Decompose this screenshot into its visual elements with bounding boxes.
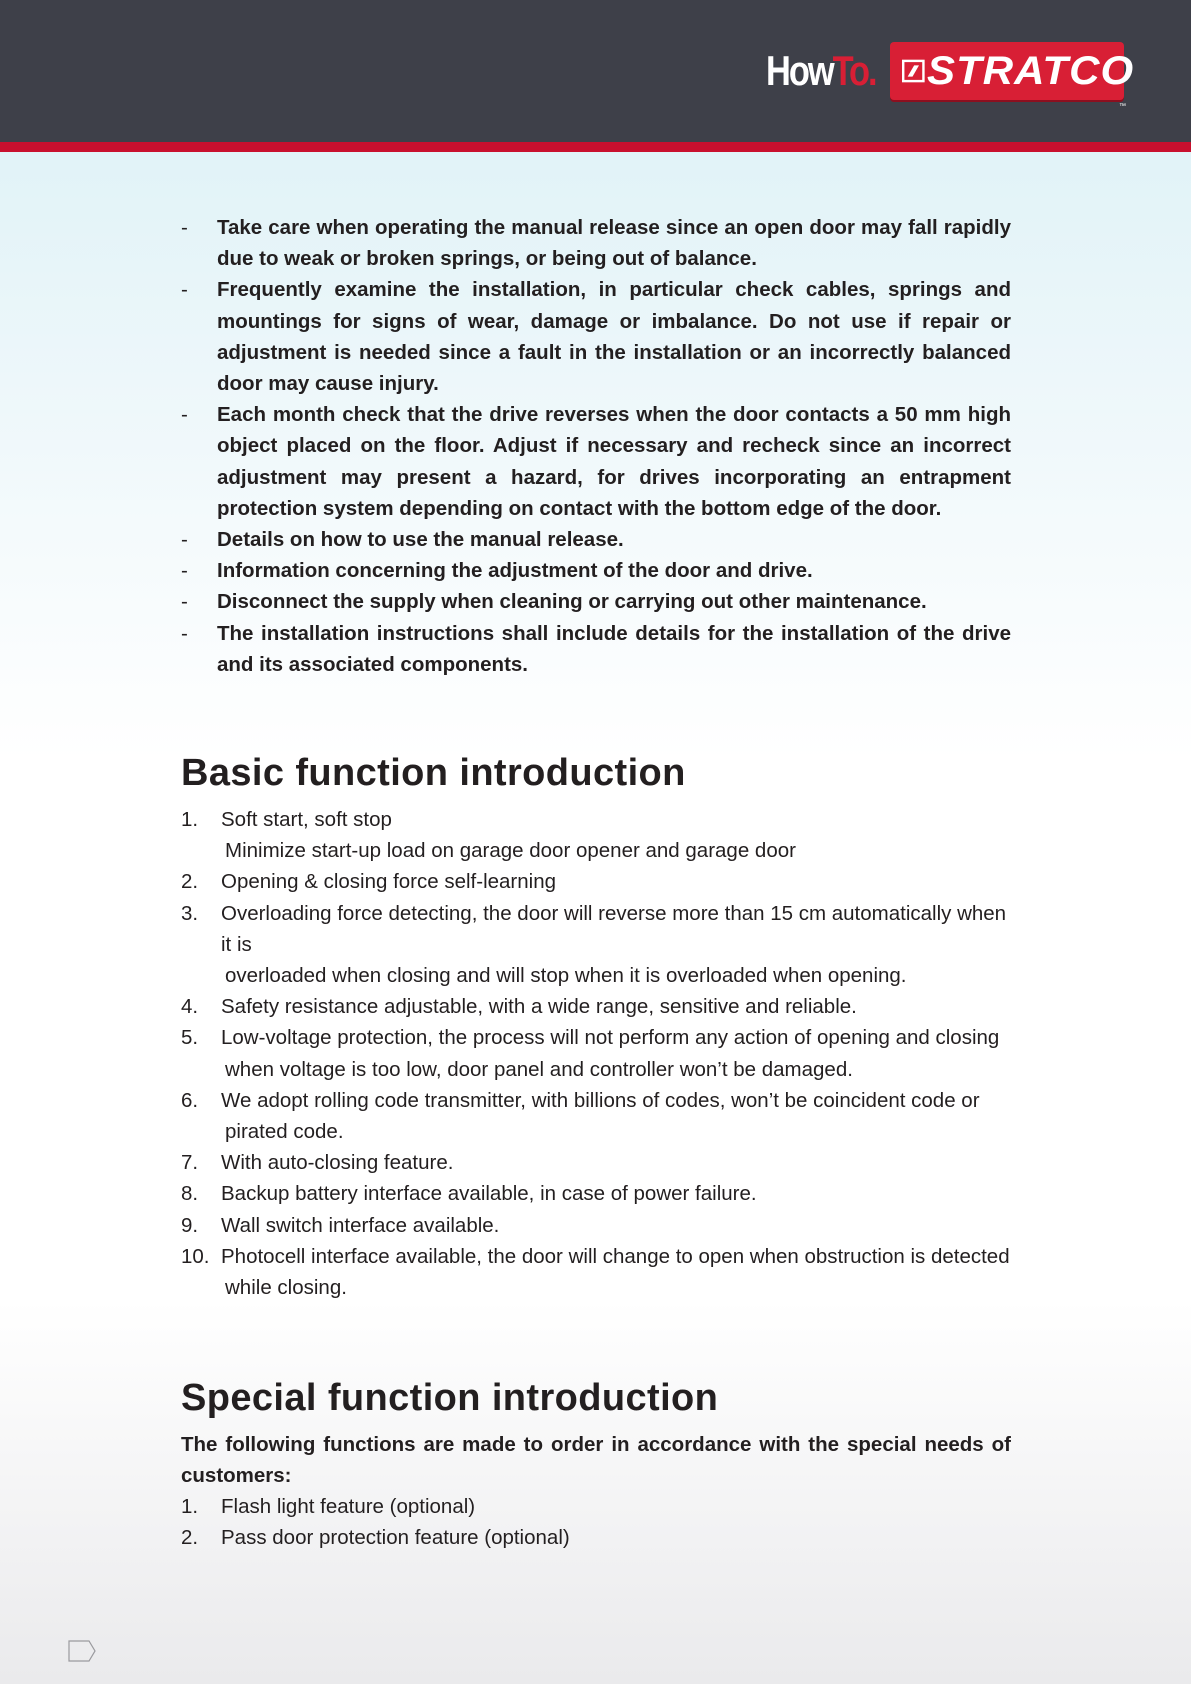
list-item-text: Flash light feature (optional) <box>221 1495 476 1518</box>
list-item-text: Photocell interface available, the door will change to open when obstruction is detected <box>221 1244 1010 1268</box>
list-item-subtext: pirated code. <box>225 1120 344 1144</box>
list-item <box>181 1241 1011 1303</box>
special-function-list <box>181 1491 1011 1553</box>
list-item-text: Wall switch interface available. <box>221 1213 500 1237</box>
item-number: 5. <box>181 1026 199 1050</box>
list-item <box>181 274 1011 399</box>
basic-function-list <box>181 804 1011 1303</box>
list-item-subtext: overloaded when closing and will stop when it is overloaded when opening. <box>225 964 907 988</box>
page-tab-icon <box>68 1640 96 1662</box>
list-item <box>181 1210 1011 1241</box>
list-marker: - <box>181 559 188 583</box>
list-item-text: Information concerning the adjustment of the door and drive. <box>217 559 813 583</box>
header-bar <box>0 0 1191 142</box>
list-item <box>181 866 1011 897</box>
list-item-text: Backup battery interface available, in case of power failure. <box>221 1182 757 1206</box>
item-number: 8. <box>181 1182 199 1206</box>
stratco-mark-icon <box>902 57 925 85</box>
list-item-text: Low-voltage protection, the process will not perform any action of opening and closing <box>221 1026 1000 1050</box>
list-marker: - <box>181 621 188 645</box>
list-item <box>181 804 1011 866</box>
list-item-text: Frequently examine the installation, in particular check cables, springs and mountings for signs of wear, damage or imbalance. Do not use if repair or adjustment is needed since a fault in the installation or an incorrectly balanced door may cause injury. <box>217 278 1011 396</box>
howto-wordmark <box>767 42 876 100</box>
warnings-list <box>181 212 1011 680</box>
item-number: 6. <box>181 1088 199 1112</box>
item-number: 1. <box>181 1495 199 1518</box>
list-item <box>181 898 1011 992</box>
list-item-subtext: Minimize start-up load on garage door opener and garage door <box>225 839 796 863</box>
list-marker: - <box>181 528 188 552</box>
list-item-text: Each month check that the drive reverses when the door contacts a 50 mm high object placed on the floor. Adjust if necessary and recheck since an incorrect adjustment may present a hazard, for drives incorporating an entrapment protection system depending on contact with the bottom edge of the door. <box>217 403 1011 520</box>
item-number: 2. <box>181 1526 199 1550</box>
item-number: 4. <box>181 995 199 1019</box>
list-marker: - <box>181 590 188 614</box>
list-item-text: Opening & closing force self-learning <box>221 870 557 894</box>
list-item-text: Overloading force detecting, the door will reverse more than 15 cm automatically when it is <box>221 901 1007 956</box>
stratco-logo-text: STRATCO <box>926 49 1134 93</box>
item-number: 3. <box>181 901 199 925</box>
stratco-logo <box>890 42 1134 110</box>
list-item-text: With auto-closing feature. <box>221 1151 454 1175</box>
list-item <box>181 991 1011 1022</box>
list-item-text: We adopt rolling code transmitter, with billions of codes, won’t be coincident code or <box>221 1088 980 1112</box>
brand-lockup <box>742 42 1134 110</box>
list-item <box>181 1085 1011 1147</box>
list-item-subtext: while closing. <box>225 1276 347 1300</box>
list-marker: - <box>181 403 188 427</box>
list-item <box>181 1022 1011 1084</box>
header-stripe <box>0 142 1191 152</box>
item-number: 1. <box>181 808 199 831</box>
howto-to: To. <box>833 47 876 94</box>
list-item-text: Disconnect the supply when cleaning or carrying out other maintenance. <box>217 590 927 614</box>
item-number: 9. <box>181 1213 199 1237</box>
list-marker: - <box>181 278 188 302</box>
list-item-text: Pass door protection feature (optional) <box>221 1526 570 1550</box>
trademark: ™ <box>1119 103 1126 110</box>
basic-function-heading: Basic function introduction <box>181 752 686 794</box>
special-function-intro: The following functions are made to order in accordance with the special needs of customers: <box>181 1433 1011 1488</box>
special-function-heading: Special function introduction <box>181 1377 719 1419</box>
item-number: 10. <box>181 1244 210 1268</box>
list-item-subtext: when voltage is too low, door panel and controller won’t be damaged. <box>225 1057 853 1081</box>
list-item-text: Details on how to use the manual release. <box>217 528 624 552</box>
list-item <box>181 1178 1011 1209</box>
list-item <box>181 618 1011 680</box>
list-item <box>181 212 1011 274</box>
item-number: 7. <box>181 1151 199 1175</box>
list-item <box>181 1522 1011 1553</box>
list-item-text: Take care when operating the manual release since an open door may fall rapidly due to weak or broken springs, or being out of balance. <box>217 216 1011 271</box>
list-item <box>181 524 1011 555</box>
list-item <box>181 1491 1011 1522</box>
list-item <box>181 1147 1011 1178</box>
list-item-text: The installation instructions shall include details for the installation of the drive and its associated components. <box>217 621 1011 676</box>
howto-how: How <box>766 47 834 94</box>
item-number: 2. <box>181 870 199 894</box>
list-item <box>181 399 1011 524</box>
list-item <box>181 555 1011 586</box>
list-item-text: Safety resistance adjustable, with a wide range, sensitive and reliable. <box>221 995 857 1019</box>
list-item <box>181 586 1011 617</box>
list-item-text: Soft start, soft stop <box>221 808 392 831</box>
list-marker: - <box>181 216 188 239</box>
